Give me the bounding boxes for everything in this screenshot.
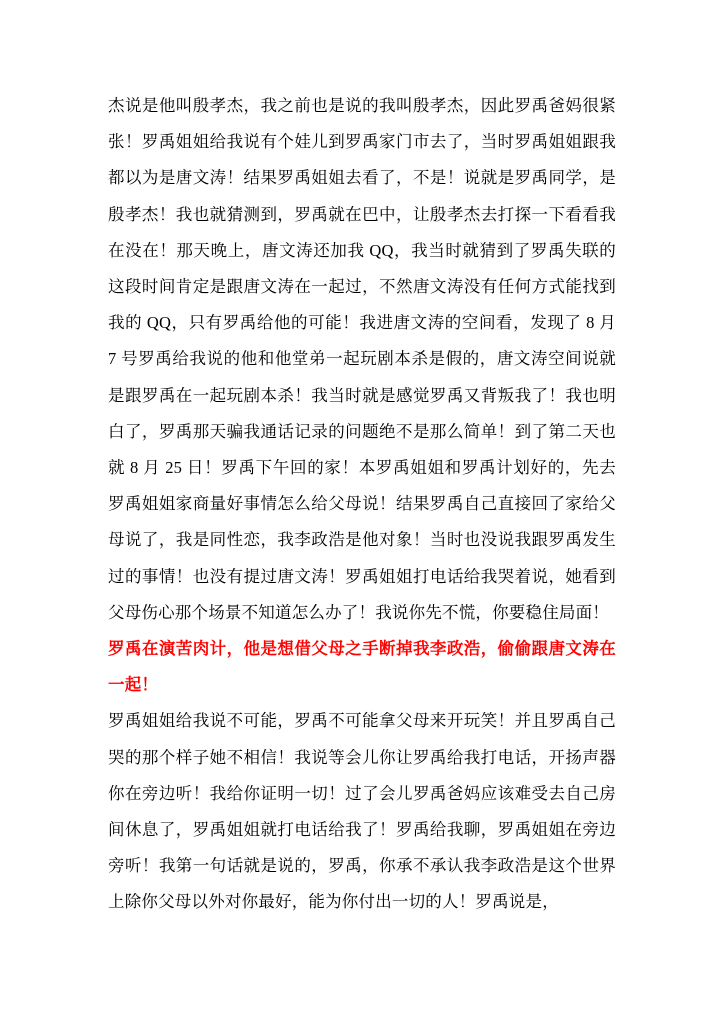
paragraph-1: 杰说是他叫殷孝杰，我之前也是说的我叫殷孝杰，因此罗禹爸妈很紧张！罗禹姐姐给我说有个娃儿到罗禹家门市去了，当时罗禹姐姐跟我都以为是唐文涛！结果罗禹姐姐去看了，不是！说就是罗禹同学，是殷孝杰！我也就猜测到，罗禹就在巴中，让殷孝杰去打探一下看看我在没在！那天晚上，唐文涛还加我 QQ，我当时就猜到了罗禹失联的这段时间肯定是跟唐文涛在一起过，不然唐文涛没有任何方式能找到我的 QQ，只有罗禹给他的可能！我进唐文涛的空间看，发现了 8 月 7 号罗禹给我说的他和他堂弟一起玩剧本杀是假的，唐文涛空间说就是跟罗禹在一起玩剧本杀！我当时就是感觉罗禹又背叛我了！我也明白了，罗禹那天骗我通话记录的问题绝不是那么简单！到了第二天也就 8 月 25 日！罗禹下午回的家！本罗禹姐姐和罗禹计划好的，先去罗禹姐姐家商量好事情怎么给父母说！结果罗禹自己直接回了家给父母说了，我是同性恋，我李政浩是他对象！当时也没说我跟罗禹发生过的事情！也没有提过唐文涛！罗禹姐姐打电话给我哭着说，她看到父母伤心那个场景不知道怎么办了！我说你先不慌，你要稳住局面！ — [108, 96, 616, 622]
document-body — [108, 88, 616, 921]
paragraph-2-highlighted: 罗禹在演苦肉计，他是想借父母之手断掉我李政浩，偷偷跟唐文涛在一起！ — [108, 639, 616, 695]
paragraph-3: 罗禹姐姐给我说不可能，罗禹不可能拿父母来开玩笑！并且罗禹自己哭的那个样子她不相信！我说等会儿你让罗禹给我打电话，开扬声器你在旁边听！我给你证明一切！过了会儿罗禹爸妈应该难受去自己房间休息了，罗禹姐姐就打电话给我了！罗禹给我聊，罗禹姐姐在旁边旁听！我第一句话就是说的，罗禹，你承不承认我李政浩是这个世界上除你父母以外对你最好，能为你付出一切的人！罗禹说是， — [108, 711, 616, 912]
